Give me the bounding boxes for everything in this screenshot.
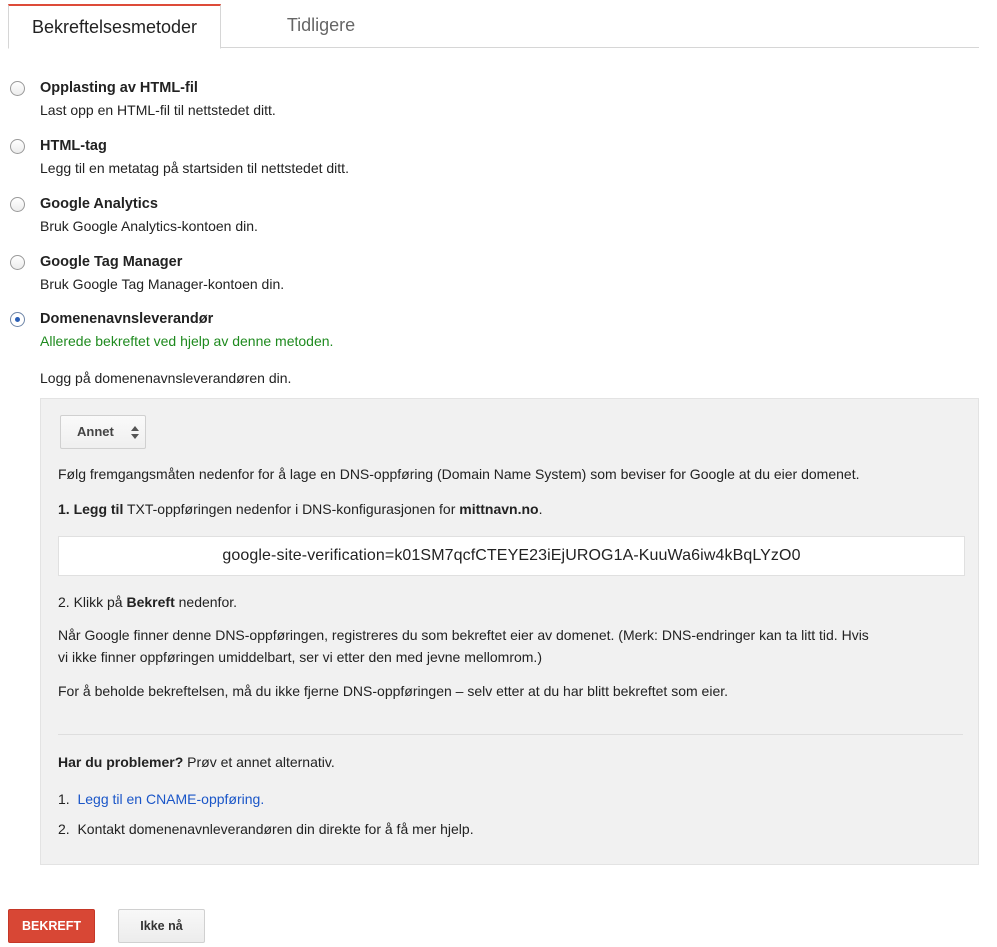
provider-select[interactable] — [60, 415, 146, 449]
alt-2-number: 2. — [58, 821, 70, 837]
problems-bold: Har du problemer? — [58, 754, 184, 770]
method-description: Last opp en HTML-fil til nettstedet ditt. — [40, 102, 276, 118]
verified-status-text: Allerede bekreftet ved hjelp av denne metoden. — [40, 333, 334, 349]
method-description: Legg til en metatag på startsiden til nettstedet ditt. — [40, 160, 349, 176]
provider-select-value: Annet — [77, 424, 114, 439]
problems-heading — [58, 751, 335, 773]
step-1-suffix: . — [538, 501, 543, 517]
radio-html-file[interactable] — [10, 81, 25, 96]
dns-note-line-1: Når Google finner denne DNS-oppføringen, registreres du som bekreftet eier av domenet. (Merk: DNS-endringer kan ta litt tid. Hvis — [58, 627, 869, 643]
problems-text: Prøv et annet alternativ. — [183, 754, 335, 770]
method-title: Google Tag Manager — [40, 254, 183, 270]
method-title: Google Analytics — [40, 196, 158, 212]
tab-previous[interactable]: Tidligere — [286, 15, 356, 35]
tab-bar — [8, 4, 979, 48]
signin-instruction: Logg på domenenavnsleverandøren din. — [40, 370, 292, 386]
step-1-prefix: 1. Legg til — [58, 501, 124, 517]
dns-instructions-panel — [40, 398, 979, 865]
step-2-bold: Bekreft — [126, 594, 175, 610]
cname-record-link[interactable]: Legg til en CNAME-oppføring. — [77, 791, 265, 807]
not-now-button[interactable]: Ikke nå — [118, 909, 205, 943]
dns-intro-text: Følg fremgangsmåten nedenfor for å lage en DNS-oppføring (Domain Name System) som beviser for Google at du eier domenet. — [58, 466, 860, 482]
tab-verification-methods[interactable]: Bekreftelsesmetoder — [8, 4, 221, 49]
select-arrows-icon — [131, 424, 139, 440]
confirm-button[interactable]: BEKREFT — [8, 909, 95, 943]
txt-record-field[interactable]: google-site-verification=k01SM7qcfCTEYE23iEjUROG1A-KuuWa6iw4kBqLYzO0 — [58, 536, 965, 576]
step-1-text: TXT-oppføringen nedenfor i DNS-konfigurasjonen for — [123, 501, 460, 517]
alt-1-number: 1. — [58, 791, 70, 807]
divider — [58, 734, 963, 735]
alternative-1 — [58, 788, 264, 810]
keep-verification-text: For å beholde bekreftelsen, må du ikke fjerne DNS-oppføringen – selv etter at du har blitt bekreftet som eier. — [58, 683, 729, 699]
step-1 — [58, 498, 543, 520]
alternative-2 — [58, 818, 474, 840]
radio-domain-provider[interactable] — [10, 312, 25, 327]
method-title: Domenenavnsleverandør — [40, 311, 214, 327]
method-title: HTML-tag — [40, 138, 107, 154]
radio-google-analytics[interactable] — [10, 197, 25, 212]
step-2-suffix: nedenfor. — [174, 594, 238, 610]
domain-name: mittnavn.no — [459, 501, 539, 517]
radio-html-tag[interactable] — [10, 139, 25, 154]
alt-2-text: Kontakt domenenavnleverandøren din direkte for å få mer hjelp. — [77, 821, 474, 837]
dns-note-line-2: vi ikke finner oppføringen umiddelbart, ser vi etter den med jevne mellomrom.) — [58, 649, 542, 665]
radio-google-tag-manager[interactable] — [10, 255, 25, 270]
method-description: Bruk Google Tag Manager-kontoen din. — [40, 276, 285, 292]
step-2 — [58, 591, 237, 613]
method-title: Opplasting av HTML-fil — [40, 80, 198, 96]
method-description: Bruk Google Analytics-kontoen din. — [40, 218, 258, 234]
step-2-prefix: 2. Klikk på — [58, 594, 127, 610]
